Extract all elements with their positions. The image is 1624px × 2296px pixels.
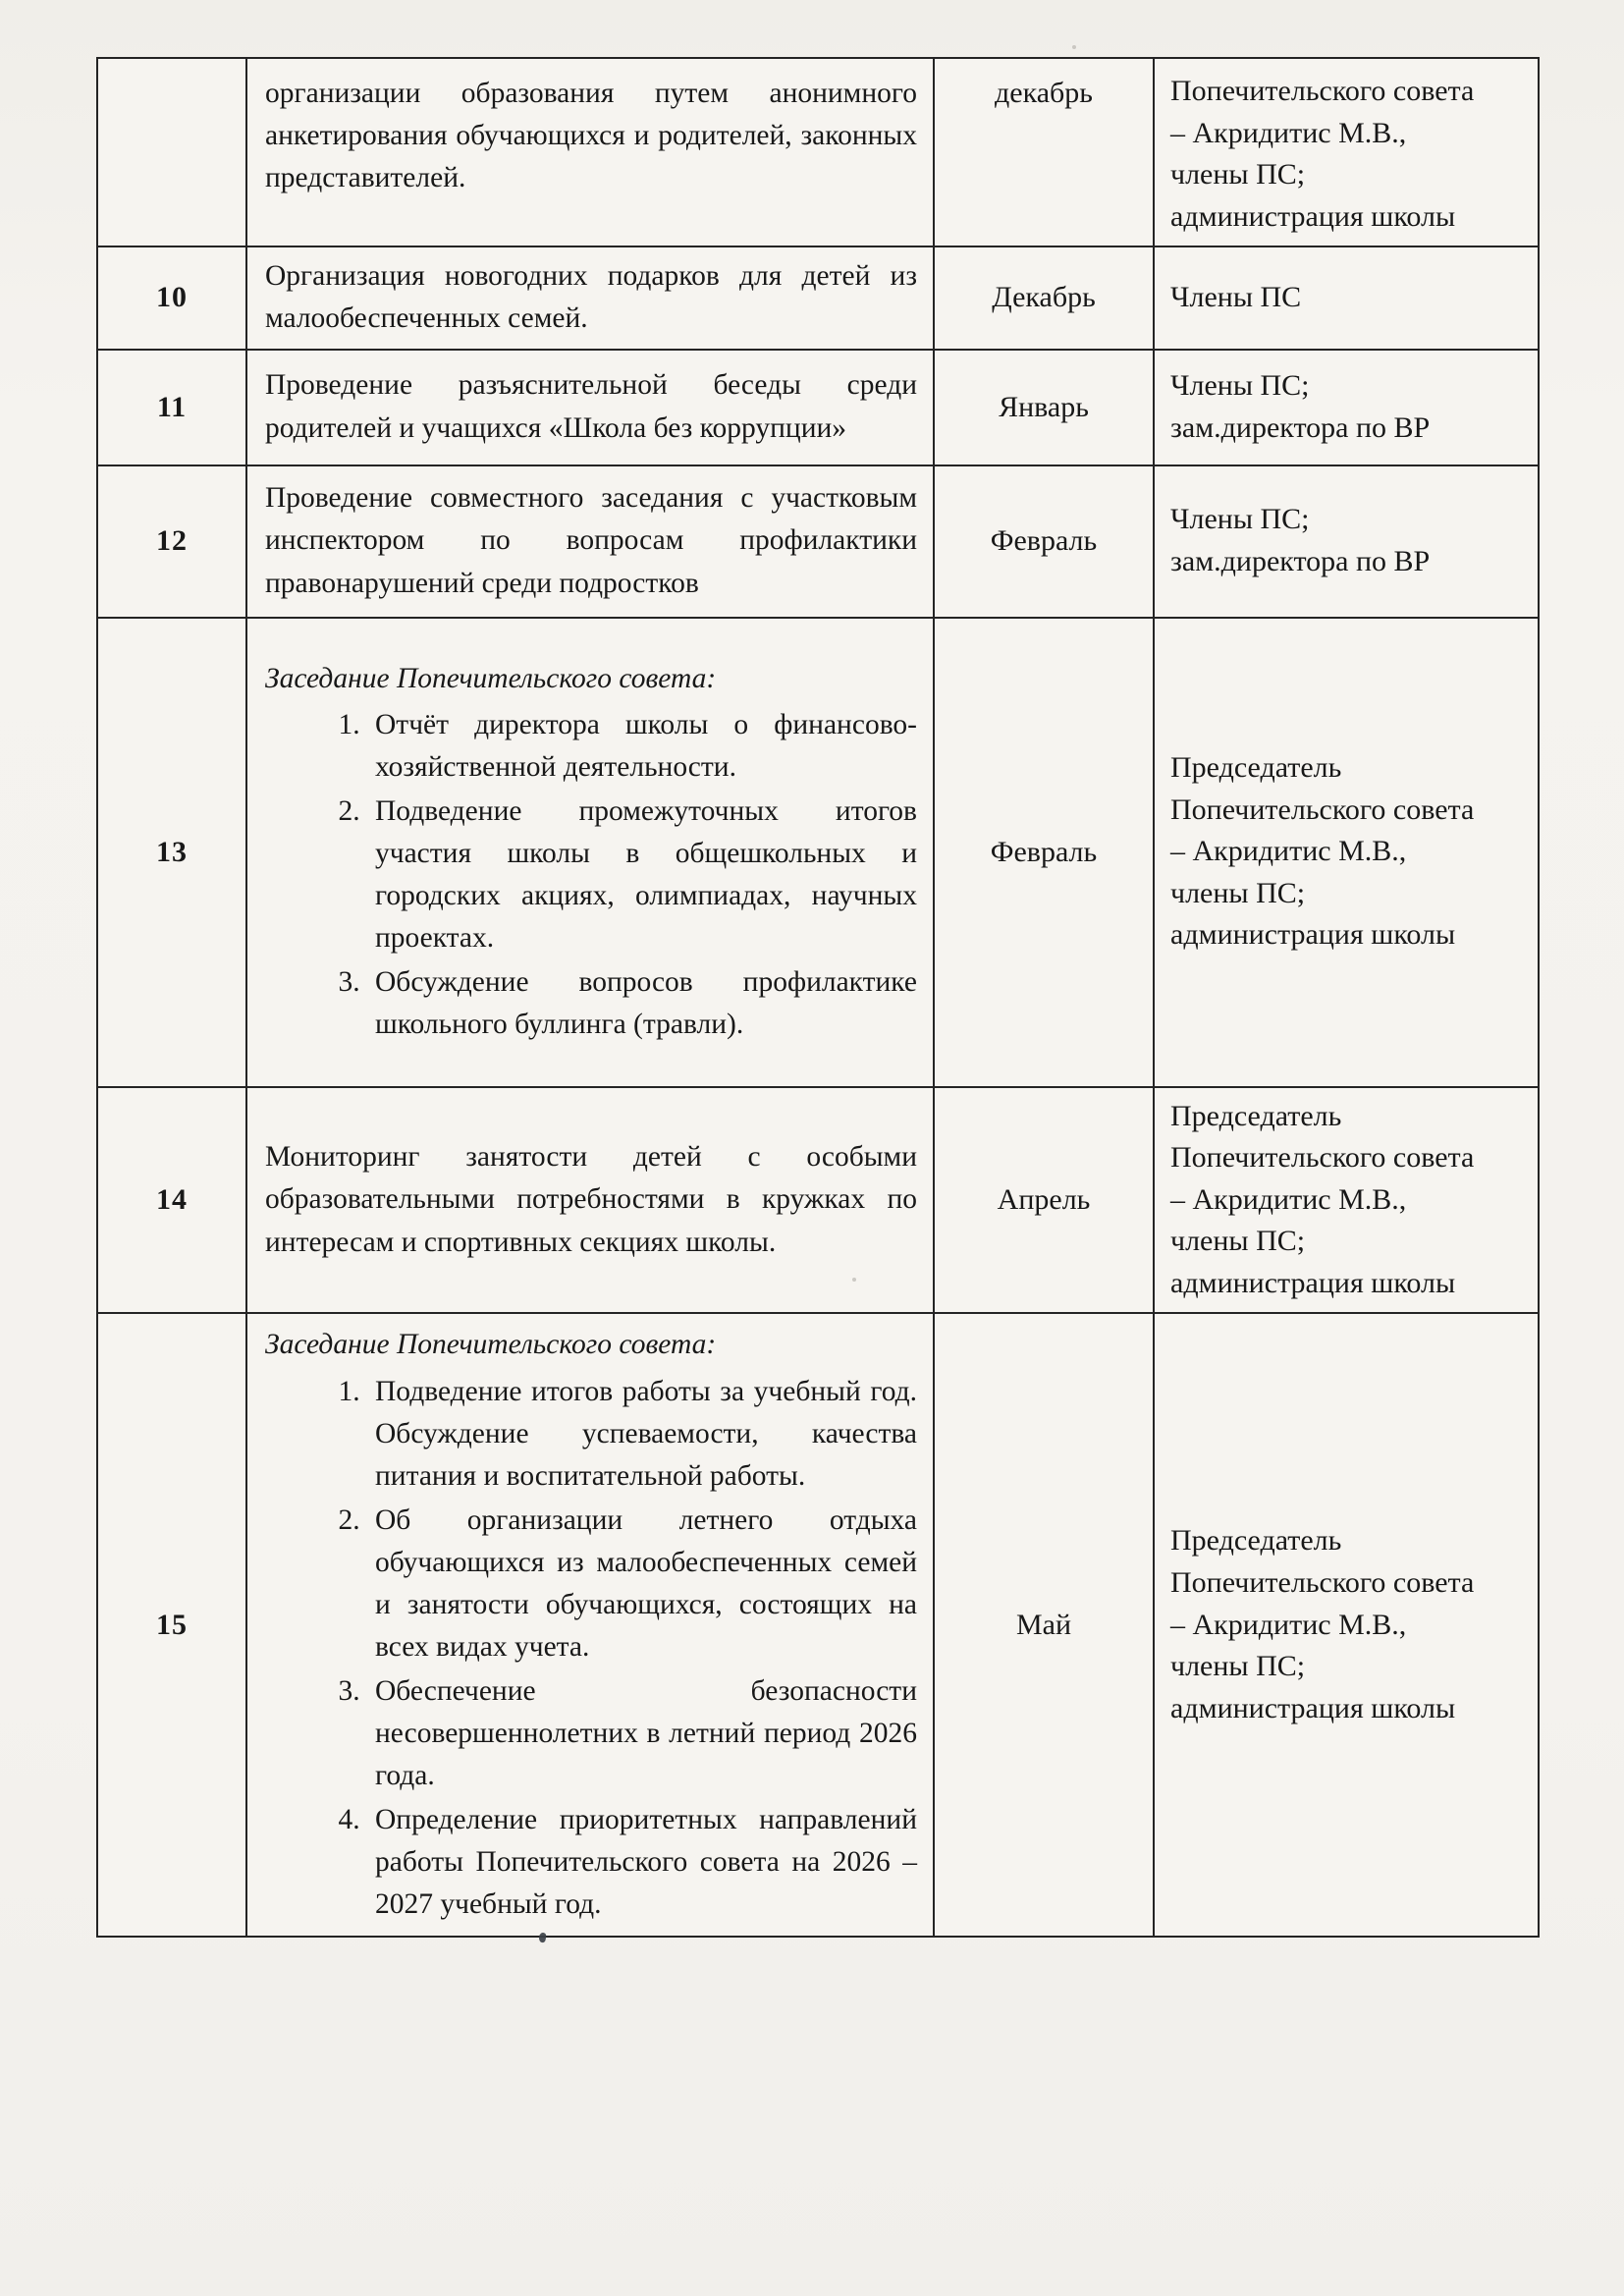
responsible-line: Председатель: [1170, 751, 1342, 785]
table-row: [97, 58, 1539, 246]
responsible-line: администрация школы: [1170, 1266, 1456, 1299]
responsible-cell: [1154, 1087, 1539, 1314]
activity-item-list: [265, 704, 917, 1047]
responsible-line: администрация школы: [1170, 1691, 1456, 1724]
plan-table-body: [97, 58, 1539, 1937]
responsible-line: – Акридитис М.В.,: [1170, 835, 1407, 868]
activity-cell: [246, 350, 934, 465]
responsible-line: Председатель: [1170, 1524, 1342, 1558]
activity-cell: [246, 1087, 934, 1314]
responsible-line: Члены ПС;: [1170, 368, 1310, 402]
row-number-cell: 15: [97, 1313, 246, 1937]
responsible-line: Члены ПС;: [1170, 503, 1310, 536]
activity-text: Мониторинг занятости детей с особыми образовательными потребностями в кружках по интересам и спортивных секциях школы.: [265, 1141, 917, 1258]
activity-item: 1. Подведение итогов работы за учебный год. Обсуждение успеваемости, качества питания и воспитательной работы.: [367, 1371, 917, 1498]
row-number-cell: 11: [97, 350, 246, 465]
responsible-line: – Акридитис М.В.,: [1170, 1608, 1407, 1641]
responsible-line: – Акридитис М.В.,: [1170, 116, 1407, 149]
month-cell: Май: [934, 1313, 1154, 1937]
month-cell: Февраль: [934, 465, 1154, 618]
activity-heading: Заседание Попечительского совета:: [265, 1329, 717, 1361]
table-row: [97, 1313, 1539, 1937]
responsible-line: Члены ПС: [1170, 281, 1302, 314]
activity-cell: [246, 618, 934, 1087]
row-number-cell: 10: [97, 246, 246, 349]
scan-dust-artifact: [1072, 45, 1076, 49]
row-number-cell: [97, 58, 246, 246]
month-cell: Февраль: [934, 618, 1154, 1087]
activity-text: организации образования путем анонимного анкетирования обучающихся и родителей, законных представителей.: [265, 78, 917, 194]
activity-item: 3. Обсуждение вопросов профилактике школьного буллинга (травли).: [367, 961, 917, 1046]
activity-cell: [246, 465, 934, 618]
month-cell: Декабрь: [934, 246, 1154, 349]
responsible-line: Попечительского совета: [1170, 1141, 1475, 1175]
responsible-cell: [1154, 246, 1539, 349]
row-number-cell: 12: [97, 465, 246, 618]
responsible-line: – Акридитис М.В.,: [1170, 1182, 1407, 1216]
responsible-cell: [1154, 350, 1539, 465]
responsible-line: Попечительского совета: [1170, 793, 1475, 826]
table-row: [97, 465, 1539, 618]
responsible-cell: [1154, 618, 1539, 1087]
activity-text: Проведение совместного заседания с участковым инспектором по вопросам профилактики правонарушений среди подростков: [265, 482, 917, 599]
responsible-line: Председатель: [1170, 1099, 1342, 1132]
responsible-line: члены ПС;: [1170, 876, 1306, 909]
responsible-line: Попечительского совета: [1170, 1566, 1475, 1600]
activity-item: 4. Определение приоритетных направлений работы Попечительского совета на 2026 – 2027 учебный год.: [367, 1799, 917, 1926]
responsible-cell: [1154, 465, 1539, 618]
activity-item: 1. Отчёт директора школы о финансово-хозяйственной деятельности.: [367, 704, 917, 789]
responsible-line: администрация школы: [1170, 199, 1456, 233]
month-cell: Январь: [934, 350, 1154, 465]
activity-item: 2. Об организации летнего отдыха обучающихся из малообеспеченных семей и занятости обучающихся, состоящих на всех видах учета.: [367, 1500, 917, 1668]
responsible-line: члены ПС;: [1170, 1650, 1306, 1683]
activity-cell: [246, 58, 934, 246]
activity-item-list: [265, 1371, 917, 1927]
responsible-line: члены ПС;: [1170, 158, 1306, 191]
month-cell: декабрь: [934, 58, 1154, 246]
ink-speck-artifact: [538, 1932, 547, 1942]
table-row: [97, 1087, 1539, 1314]
responsible-cell: [1154, 58, 1539, 246]
activity-item: 3. Обеспечение безопасности несовершеннолетних в летний период 2026 года.: [367, 1670, 917, 1797]
activity-cell: [246, 1313, 934, 1937]
responsible-line: администрация школы: [1170, 918, 1456, 952]
activity-text: Организация новогодних подарков для детей из малообеспеченных семей.: [265, 260, 917, 335]
activity-item: 2. Подведение промежуточных итогов участия школы в общешкольных и городских акциях, олимпиадах, научных проектах.: [367, 791, 917, 959]
table-row: [97, 350, 1539, 465]
scan-dust-artifact: [852, 1278, 856, 1282]
responsible-line: члены ПС;: [1170, 1225, 1306, 1258]
responsible-line: Попечительского совета: [1170, 75, 1475, 107]
responsible-line: зам.директора по ВР: [1170, 545, 1431, 577]
activity-plan-table: [96, 57, 1540, 1938]
month-cell: Апрель: [934, 1087, 1154, 1314]
row-number-cell: 14: [97, 1087, 246, 1314]
row-number-cell: 13: [97, 618, 246, 1087]
table-row: [97, 246, 1539, 349]
responsible-line: зам.директора по ВР: [1170, 410, 1431, 444]
responsible-cell: [1154, 1313, 1539, 1937]
activity-text: Проведение разъяснительной беседы среди родителей и учащихся «Школа без коррупции»: [265, 369, 917, 444]
table-row: [97, 618, 1539, 1087]
activity-heading: Заседание Попечительского совета:: [265, 662, 717, 694]
activity-cell: [246, 246, 934, 349]
